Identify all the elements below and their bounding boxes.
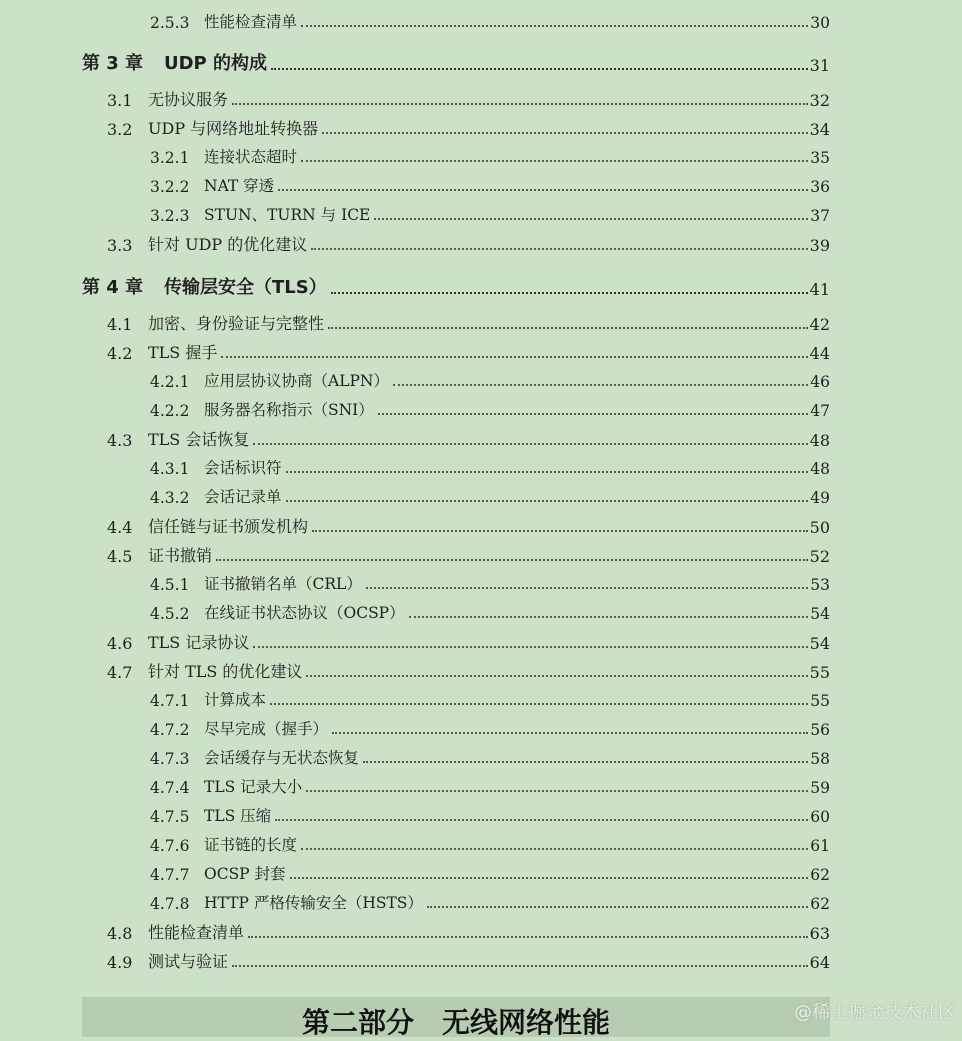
dot-leader: [427, 906, 808, 908]
toc-entry[interactable]: [150, 601, 830, 623]
part-heading-band: [82, 997, 830, 1037]
entry-number: 4.3.2: [150, 489, 190, 507]
dot-leader: [378, 413, 808, 415]
dot-leader: [306, 790, 808, 792]
entry-number: 第 4 章: [82, 277, 144, 298]
entry-title: UDP 的构成: [164, 53, 268, 74]
page-number: 48: [810, 460, 830, 478]
entry-title: 会话标识符: [204, 459, 282, 477]
toc-entry[interactable]: [107, 311, 830, 334]
entry-title: 连接状态超时: [204, 148, 298, 166]
page-number: 59: [810, 779, 830, 797]
entry-number: 4.7.7: [150, 866, 190, 884]
page-number: 55: [809, 663, 830, 682]
toc-entry[interactable]: [107, 543, 830, 566]
entry-title: 传输层安全（TLS）: [164, 277, 327, 298]
page-number: 48: [809, 431, 830, 450]
entry-title: NAT 穿透: [204, 177, 275, 195]
entry-title: 应用层协议协商（ALPN）: [204, 372, 389, 390]
toc-entry[interactable]: [107, 514, 830, 537]
toc-entry[interactable]: [150, 456, 830, 478]
page-number: 37: [810, 207, 830, 225]
toc-chapter-entry[interactable]: [82, 273, 830, 299]
page-number: 47: [810, 402, 830, 420]
entry-title: 尽早完成（握手）: [204, 720, 329, 738]
toc-entry[interactable]: [150, 485, 830, 507]
toc-chapter-entry[interactable]: [82, 49, 830, 75]
watermark: @稀土掘金技术社区: [794, 1002, 956, 1023]
page-number: 55: [810, 692, 830, 710]
dot-leader: [253, 646, 807, 648]
dot-leader: [232, 965, 808, 967]
page-number: 61: [810, 837, 830, 855]
toc-entry[interactable]: [150, 891, 830, 913]
entry-number: 3.2.3: [150, 207, 190, 225]
entry-title: 加密、身份验证与完整性: [148, 314, 325, 333]
entry-title: 会话缓存与无状态恢复: [204, 749, 360, 767]
dot-leader: [363, 761, 808, 763]
dot-leader: [278, 189, 808, 191]
dot-leader: [270, 703, 808, 705]
page-number: 54: [809, 634, 830, 653]
dot-leader: [232, 103, 808, 105]
toc-entry[interactable]: [150, 203, 830, 225]
dot-leader: [332, 732, 808, 734]
entry-title: 在线证书状态协议（OCSP）: [204, 604, 405, 622]
page-number: 62: [810, 866, 830, 884]
entry-number: 3.3: [107, 236, 133, 255]
entry-title: 证书撤销: [148, 546, 213, 565]
entry-title: UDP 与网络地址转换器: [148, 119, 319, 138]
dot-leader: [290, 877, 809, 879]
entry-title: 计算成本: [204, 691, 267, 709]
entry-title: STUN、TURN 与 ICE: [204, 206, 371, 224]
entry-number: 4.2.2: [150, 402, 190, 420]
entry-title: TLS 记录大小: [204, 778, 303, 796]
entry-title: TLS 压缩: [204, 807, 272, 825]
dot-leader: [286, 500, 809, 502]
entry-number: 3.2.2: [150, 178, 190, 196]
dot-leader: [216, 559, 808, 561]
entry-title: HTTP 严格传输安全（HSTS）: [204, 894, 423, 912]
dot-leader: [221, 356, 807, 358]
entry-title: TLS 记录协议: [148, 633, 250, 652]
page-number: 39: [809, 236, 830, 255]
page-number: 53: [810, 576, 830, 594]
toc-entry[interactable]: [107, 949, 830, 972]
page-number: 54: [810, 605, 830, 623]
entry-title: 针对 TLS 的优化建议: [148, 662, 303, 681]
page-number: 36: [810, 178, 830, 196]
toc-entry[interactable]: [150, 862, 830, 884]
page-number: 49: [810, 489, 830, 507]
entry-number: 4.2: [107, 344, 133, 363]
entry-number: 4.7.5: [150, 808, 190, 826]
toc-entry[interactable]: [107, 116, 830, 139]
toc-entry[interactable]: [150, 688, 830, 710]
dot-leader: [312, 530, 808, 532]
entry-number: 4.7.4: [150, 779, 190, 797]
page-number: 44: [809, 344, 830, 363]
toc-entry[interactable]: [150, 746, 830, 768]
dot-leader: [248, 936, 808, 938]
entry-number: 4.7.6: [150, 837, 190, 855]
entry-title: TLS 会话恢复: [148, 430, 250, 449]
toc-entry[interactable]: [150, 369, 830, 391]
entry-title: 无协议服务: [148, 90, 229, 109]
toc-entry[interactable]: [107, 920, 830, 943]
dot-leader: [301, 25, 808, 27]
entry-number: 2.5.3: [150, 14, 190, 32]
dot-leader: [306, 675, 807, 677]
toc-entry[interactable]: [107, 427, 830, 450]
entry-number: 4.3.1: [150, 460, 190, 478]
dot-leader: [393, 384, 808, 386]
dot-leader: [301, 848, 808, 850]
page-number: 63: [809, 924, 830, 943]
dot-leader: [301, 160, 808, 162]
entry-title: 测试与验证: [148, 952, 229, 971]
toc-entry[interactable]: [150, 775, 830, 797]
toc-entry[interactable]: [150, 10, 830, 32]
entry-number: 4.7.2: [150, 721, 190, 739]
dot-leader: [286, 471, 809, 473]
entry-number: 4.7.8: [150, 895, 190, 913]
dot-leader: [374, 218, 808, 220]
entry-number: 第 3 章: [82, 53, 144, 74]
entry-number: 4.8: [107, 924, 133, 943]
entry-title: TLS 握手: [148, 343, 218, 362]
page-number: 42: [809, 315, 830, 334]
toc-entry[interactable]: [150, 174, 830, 196]
toc-entry[interactable]: [107, 630, 830, 653]
page-number: 50: [809, 518, 830, 537]
toc-entry[interactable]: [150, 804, 830, 826]
entry-title: 证书链的长度: [204, 836, 298, 854]
dot-leader: [311, 248, 807, 250]
entry-number: 4.1: [107, 315, 133, 334]
entry-number: 4.6: [107, 634, 133, 653]
page-number: 58: [810, 750, 830, 768]
entry-number: 4.5.1: [150, 576, 190, 594]
page-number: 56: [810, 721, 830, 739]
part-title: 第二部分 无线网络性能: [301, 1006, 610, 1039]
dot-leader: [275, 819, 808, 821]
page-number: 34: [809, 120, 830, 139]
entry-title: 性能检查清单: [204, 13, 298, 31]
entry-number: 4.2.1: [150, 373, 190, 391]
dot-leader: [366, 587, 808, 589]
page-number: 31: [809, 56, 830, 75]
entry-number: 4.3: [107, 431, 133, 450]
dot-leader: [271, 68, 808, 70]
page-number: 30: [810, 14, 830, 32]
toc-entry[interactable]: [107, 87, 830, 110]
toc-entry[interactable]: [150, 833, 830, 855]
entry-title: 性能检查清单: [148, 923, 245, 942]
page-number: 62: [810, 895, 830, 913]
toc-entry[interactable]: [107, 340, 830, 363]
toc-entry[interactable]: [107, 232, 830, 255]
entry-number: 4.4: [107, 518, 133, 537]
page-number: 41: [809, 280, 830, 299]
dot-leader: [253, 443, 807, 445]
entry-title: OCSP 封套: [204, 865, 286, 883]
entry-number: 3.2: [107, 120, 133, 139]
entry-title: 证书撤销名单（CRL）: [204, 575, 362, 593]
toc-entry[interactable]: [150, 717, 830, 739]
entry-number: 4.7: [107, 663, 133, 682]
page-number: 52: [809, 547, 830, 566]
entry-title: 服务器名称指示（SNI）: [204, 401, 374, 419]
page-number: 60: [810, 808, 830, 826]
page-number: 32: [809, 91, 830, 110]
entry-title: 针对 UDP 的优化建议: [148, 235, 308, 254]
entry-number: 3.1: [107, 91, 133, 110]
entry-number: 3.2.1: [150, 149, 190, 167]
dot-leader: [328, 327, 808, 329]
entry-number: 4.7.3: [150, 750, 190, 768]
page-number: 35: [810, 149, 830, 167]
dot-leader: [322, 132, 807, 134]
toc-entry[interactable]: [150, 145, 830, 167]
page-number: 64: [809, 953, 830, 972]
entry-number: 4.5.2: [150, 605, 190, 623]
dot-leader: [331, 292, 808, 294]
toc-entry[interactable]: [150, 398, 830, 420]
entry-number: 4.9: [107, 953, 133, 972]
entry-number: 4.5: [107, 547, 133, 566]
page-number: 46: [810, 373, 830, 391]
toc-entry[interactable]: [150, 572, 830, 594]
toc-entry[interactable]: [107, 659, 830, 682]
entry-title: 信任链与证书颁发机构: [148, 517, 309, 536]
entry-number: 4.7.1: [150, 692, 190, 710]
dot-leader: [409, 616, 809, 618]
entry-title: 会话记录单: [204, 488, 282, 506]
